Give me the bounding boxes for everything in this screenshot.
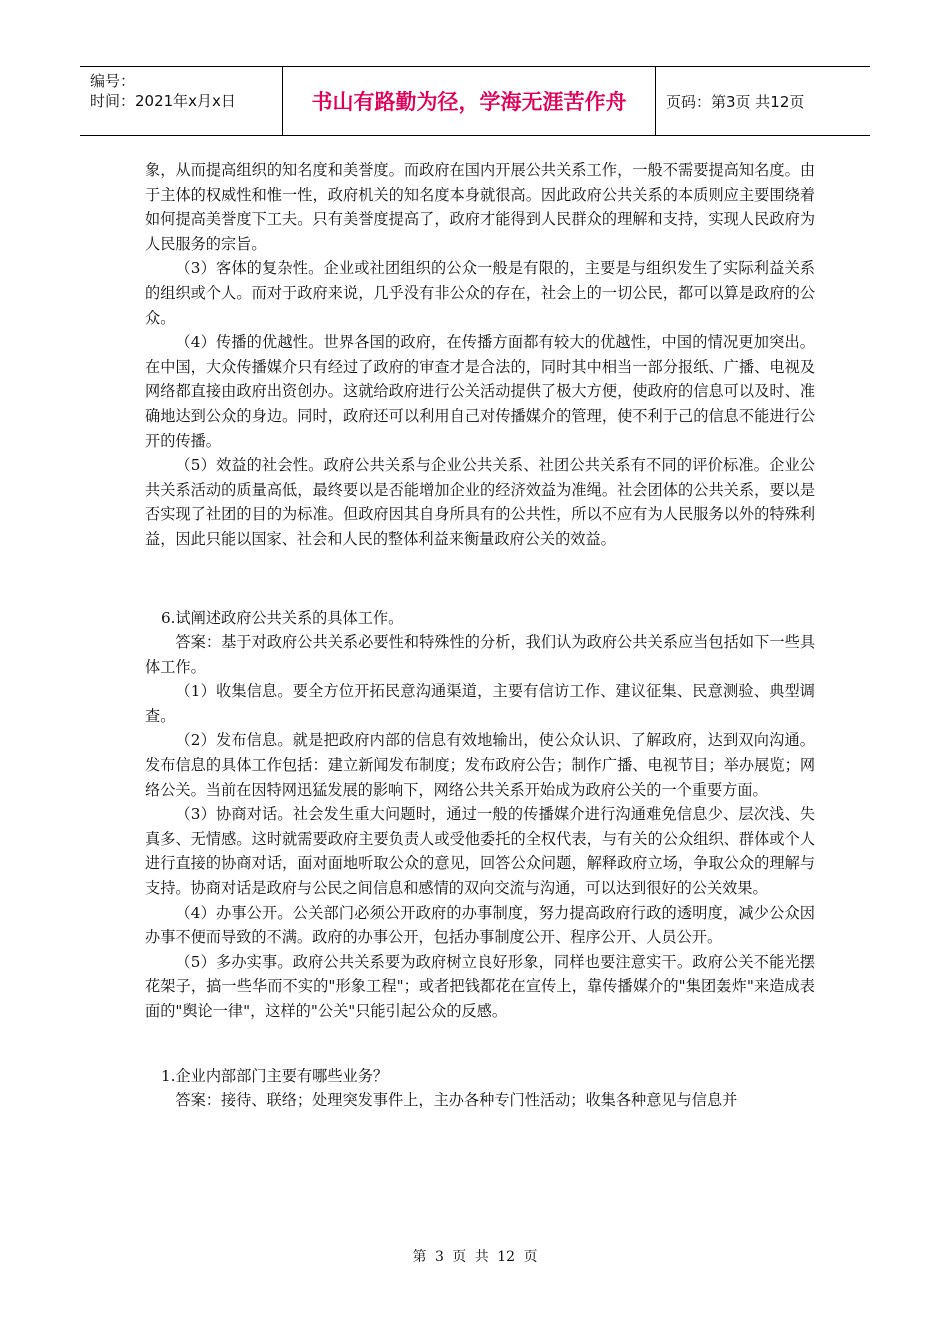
spacer	[145, 1024, 815, 1064]
spacer	[145, 552, 815, 606]
paragraph: （4）传播的优越性。世界各国的政府，在传播方面都有较大的优越性，中国的情况更加突出。在中国，大众传播媒介只有经过了政府的审查才是合法的，同时其中相当一部分报纸、广播、电视及网络都直接由政府出资创办。这就给政府进行公关活动提供了极大方便，使政府的信息可以及时、准确地达到公众的身边。同时，政府还可以利用自己对传播媒介的管理，使不利于己的信息不能进行公开的传播。	[145, 333, 815, 450]
time-label: 时间：2021年x月x日	[90, 92, 236, 110]
page-footer: 第 3 页 共 12 页	[412, 1249, 538, 1265]
paragraph: （2）发布信息。就是把政府内部的信息有效地输出，使公众认识、了解政府，达到双向沟通。发布信息的具体工作包括：建立新闻发布制度；发布政府公告；制作广播、电视节目；举办展览；网络公关。当前在因特网迅猛发展的影响下，网络公共关系开始成为政府公关的一个重要方面。	[145, 731, 815, 799]
question-heading: 1.企业内部部门主要有哪些业务？	[161, 1066, 389, 1085]
answer-paragraph: 答案：接待、联络；处理突发事件上，主办各种专门性活动；收集各种意见与信息并	[175, 1091, 738, 1110]
document-body	[145, 158, 815, 1113]
paragraph: （5）多办实事。政府公共关系要为政府树立良好形象，同样也要注意实干。政府公关不能光摆花架子，搞一些华而不实的"形象工程"；或者把钱都花在宣传上，靠传播媒介的"集团轰炸"来造成表面的"舆论一律"，这样的"公关"只能引起公众的反感。	[145, 952, 815, 1020]
header-motto: 书山有路勤为径，学海无涯苦作舟	[283, 67, 656, 135]
paragraph: （3）协商对话。社会发生重大问题时，通过一般的传播媒介进行沟通难免信息少、层次浅、失真多、无情感。这时就需要政府主要负责人或受他委托的全权代表，与有关的公众组织、群体或个人进行直接的协商对话，面对面地听取公众的意见，回答公众问题，解释政府立场，争取公众的理解与支持。协商对话是政府与公民之间信息和感情的双向交流与沟通，可以达到很好的公关效果。	[145, 805, 815, 898]
header-meta	[80, 67, 283, 135]
paragraph: （4）办事公开。公关部门必须公开政府的办事制度，努力提高政府行政的透明度，减少公众因办事不便而导致的不满。政府的办事公开，包括办事制度公开、程序公开、人员公开。	[145, 903, 815, 947]
paragraph: （5）效益的社会性。政府公共关系与企业公共关系、社团公共关系有不同的评价标准。企业公共关系活动的质量高低，最终要以是否能增加企业的经济效益为准绳。社会团体的公共关系，要以是否实现了社团的目的为标准。但政府因其自身所具有的公共性，所以不应有为人民服务以外的特殊利益，因此只能以国家、社会和人民的整体利益来衡量政府公关的效益。	[145, 456, 815, 548]
page-header	[80, 66, 870, 136]
header-page-label: 页码：第3页 共12页	[666, 92, 805, 111]
paragraph: 象，从而提高组织的知名度和美誉度。而政府在国内开展公共关系工作，一般不需要提高知名度。由于主体的权威性和惟一性，政府机关的知名度本身就很高。因此政府公共关系的本质则应主要围绕着如何提高美誉度下工夫。只有美誉度提高了，政府才能得到人民群众的理解和支持，实现人民政府为人民服务的宗旨。	[145, 161, 815, 253]
question-heading: 6.试阐述政府公共关系的具体工作。	[161, 608, 404, 627]
number-label: 编号：	[90, 72, 136, 90]
paragraph: （1）收集信息。要全方位开拓民意沟通渠道，主要有信访工作、建议征集、民意测验、典型调查。	[145, 682, 815, 725]
answer-paragraph: 答案：基于对政府公共关系必要性和特殊性的分析，我们认为政府公共关系应当包括如下一些具体工作。	[145, 633, 815, 676]
paragraph: （3）客体的复杂性。企业或社团组织的公众一般是有限的，主要是与组织发生了实际利益关系的组织或个人。而对于政府来说，几乎没有非公众的存在，社会上的一切公民，都可以算是政府的公众。	[145, 259, 815, 327]
